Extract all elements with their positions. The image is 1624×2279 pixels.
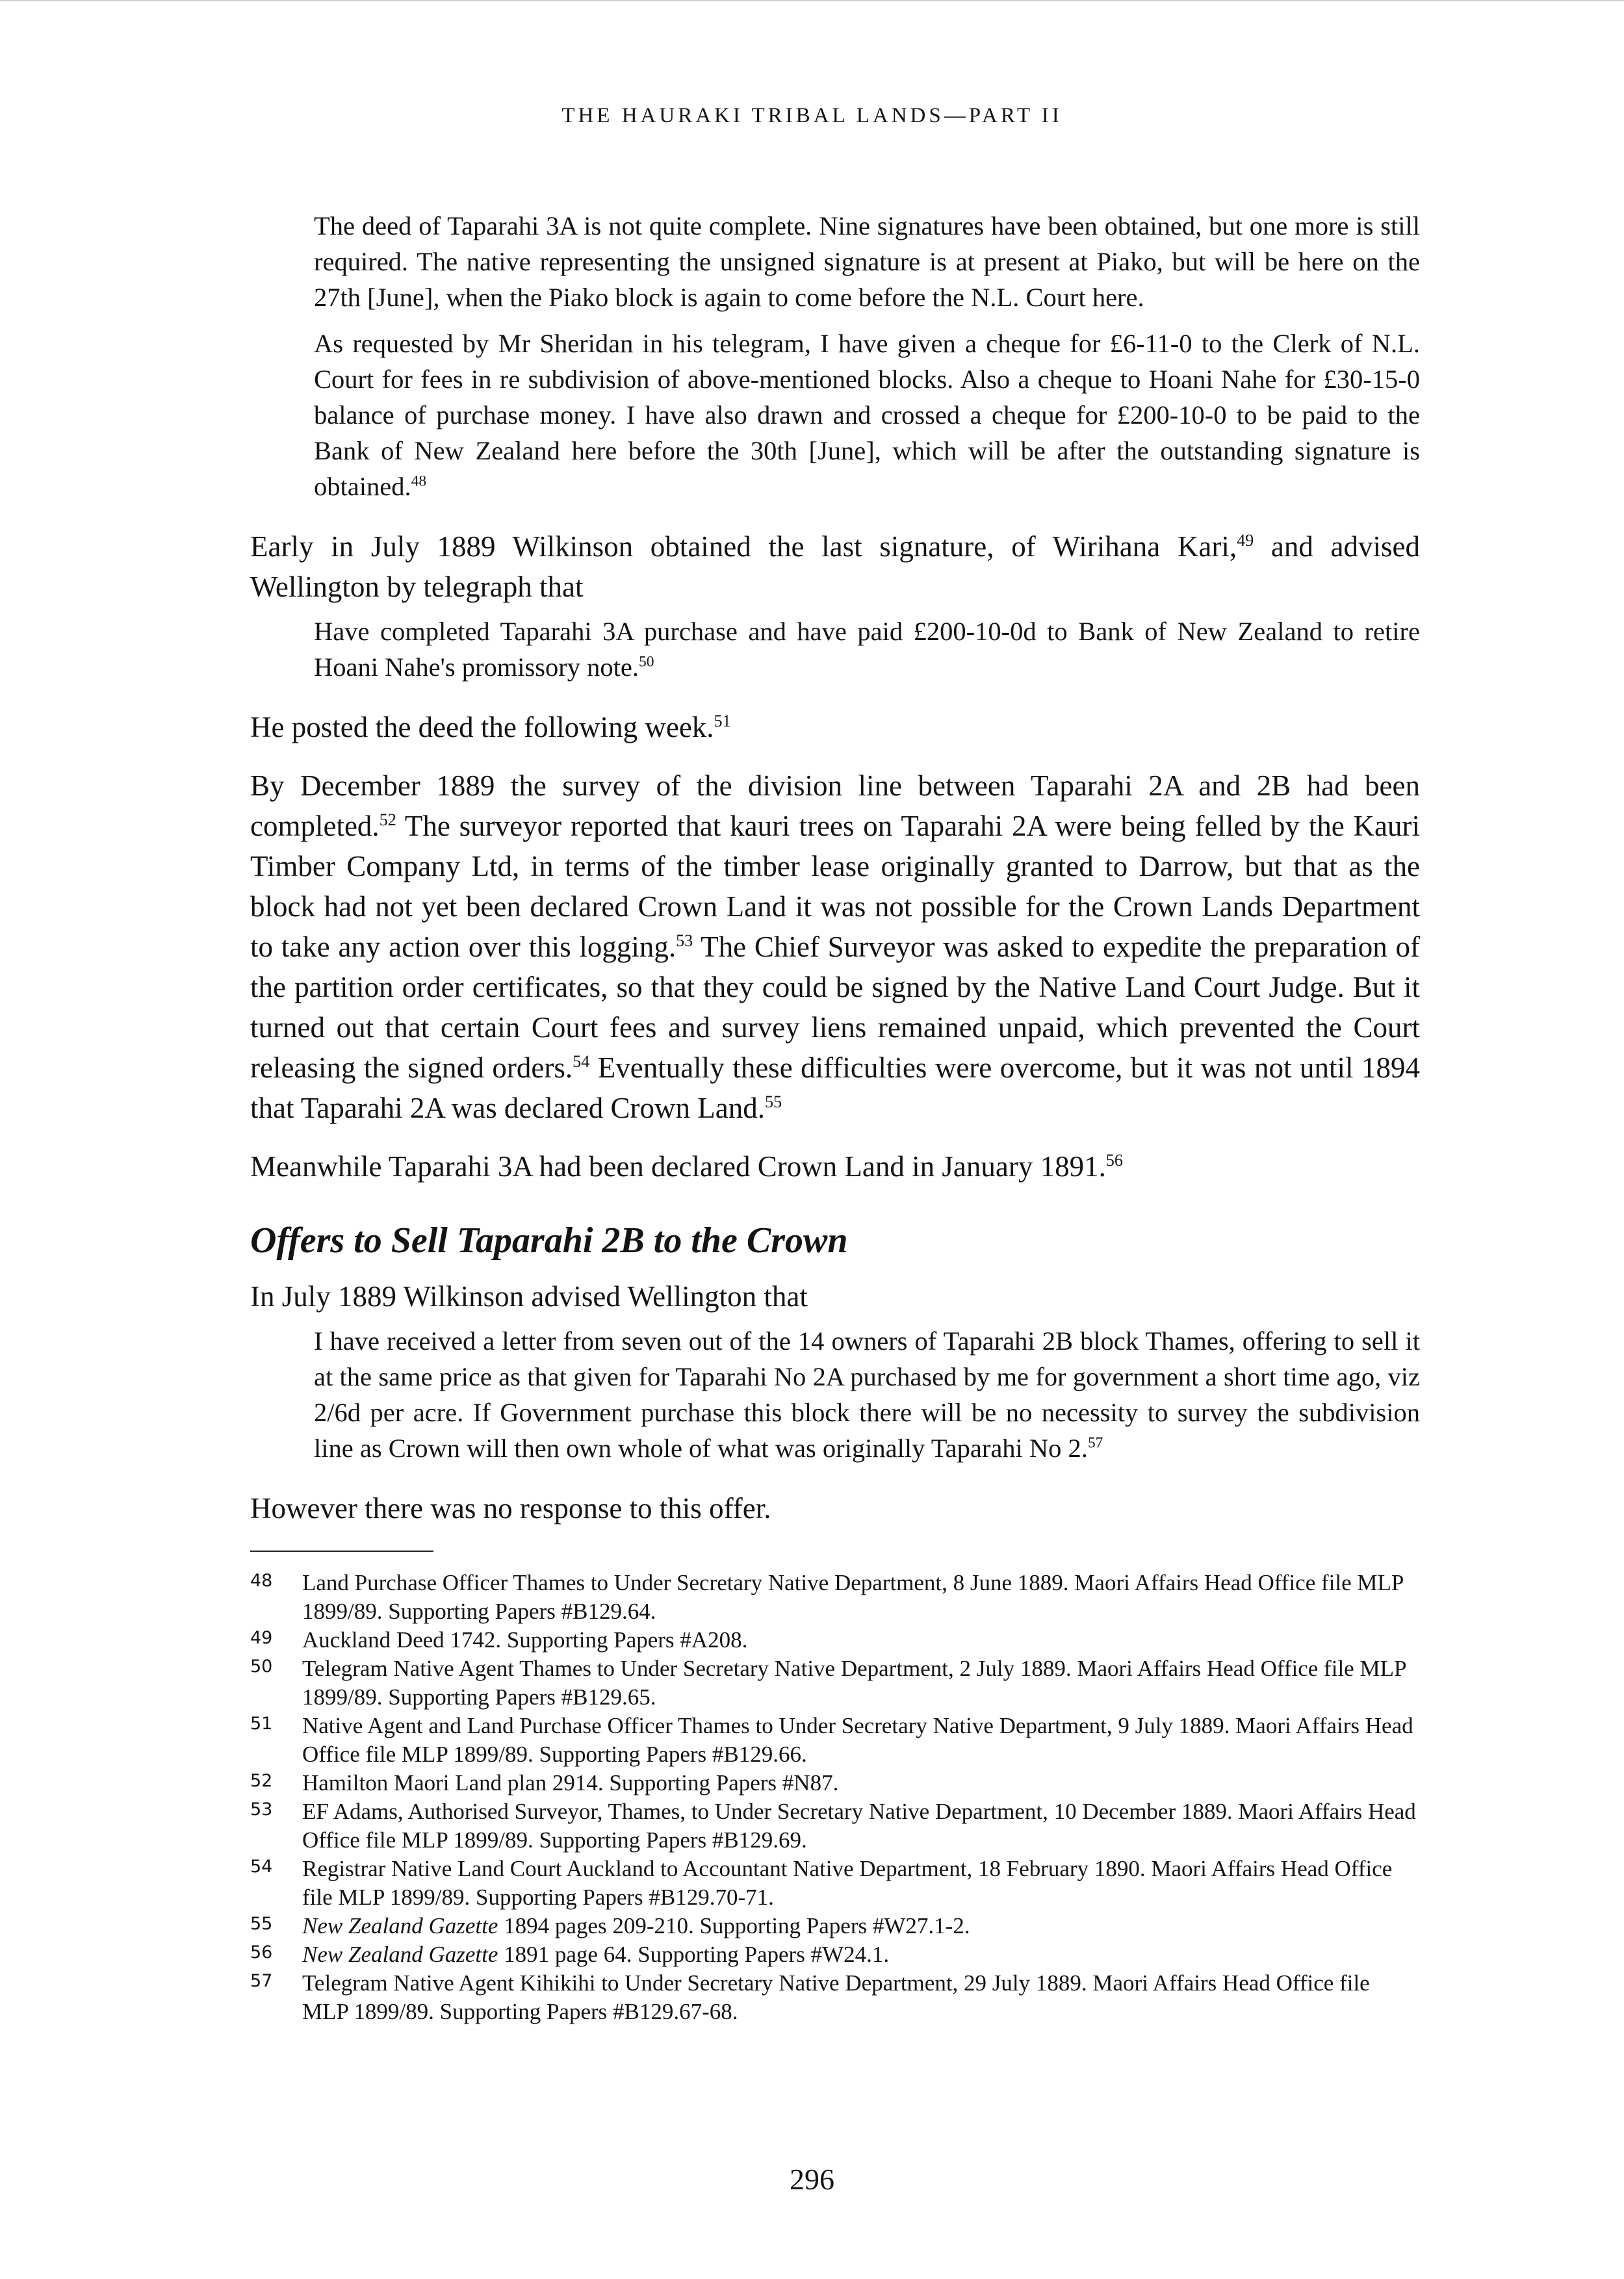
footnote-text: Registrar Native Land Court Auckland to Accountant Native Department, 18 February 1890. Maori Affairs Head Office file MLP 1899/89. Supporting Papers #B129.70-71. xyxy=(302,1856,1393,1910)
footnote xyxy=(250,1969,1420,2026)
footnote-text xyxy=(302,1940,1420,1969)
footnote-ref[interactable]: 49 xyxy=(1237,531,1254,550)
footnote xyxy=(250,1797,1420,1855)
footnote xyxy=(250,1940,1420,1969)
body-paragraph xyxy=(250,766,1420,1128)
quote-text: As requested by Mr Sheridan in his telegram, I have given a cheque for £6-11-0 to the Clerk of N.L. Court for fees in re subdivision of above-mentioned blocks. Also a cheque to Hoani Nahe for £30-15-0 balance of purchase money. I have also drawn and crossed a cheque for £200-10-0 to be paid to the Bank of New Zealand here before the 30th [June], which will be after the outstanding signature is obtained. xyxy=(314,329,1420,501)
quote-paragraph xyxy=(314,613,1420,685)
footnote-text: Telegram Native Agent Thames to Under Secretary Native Department, 2 July 1889. Maori Affairs Head Office file MLP 1899/89. Supporting Papers #B129.65. xyxy=(302,1656,1406,1710)
footnote xyxy=(250,1855,1420,1912)
footnote-ref[interactable]: 51 xyxy=(714,712,731,730)
paragraph-text: Eventually these difficulties were overcome, but it was not until 1894 that Taparahi 2A was declared Crown Land. xyxy=(250,1051,1420,1124)
footnote xyxy=(250,1769,1420,1797)
footnote xyxy=(250,1569,1420,1626)
publication-title: New Zealand Gazette xyxy=(302,1942,498,1967)
footnote-text: Native Agent and Land Purchase Officer Thames to Under Secretary Native Department, 9 July 1889. Maori Affairs Head Office file MLP 1899/89. Supporting Papers #B129.66. xyxy=(302,1713,1413,1767)
footnote xyxy=(250,1712,1420,1769)
paragraph-text: and advised Wellington by telegraph that xyxy=(250,530,1420,603)
paragraph-text: By December 1889 the survey of the division line between Taparahi 2A and 2B had been completed. xyxy=(250,769,1420,842)
footnote-number: 54 xyxy=(250,1857,273,1877)
footnote-ref[interactable]: 52 xyxy=(379,810,396,829)
quote-text: I have received a letter from seven out of the 14 owners of Taparahi 2B block Thames, offering to sell it at the same price as that given for Taparahi No 2A purchased by me for government a short time ago, viz 2/6d per acre. If Government purchase this block there will be no necessity to survey the subdivision line as Crown will then own whole of what was originally Taparahi No 2. xyxy=(314,1326,1420,1463)
page-content xyxy=(250,208,1420,2026)
footnote xyxy=(250,1626,1420,1655)
footnote-ref[interactable]: 48 xyxy=(411,472,427,490)
paragraph-text: The surveyor reported that kauri trees on Taparahi 2A were being felled by the Kauri Timber Company Ltd, in terms of the timber lease originally granted to Darrow, but that as the block had not yet been declared Crown Land it was not possible for the Crown Lands Department to take any action over this logging. xyxy=(250,810,1420,963)
block-quote-1 xyxy=(314,208,1420,504)
footnote-number: 57 xyxy=(250,1971,273,1991)
footnote-number: 56 xyxy=(250,1942,273,1963)
body-paragraph: In July 1889 Wilkinson advised Wellington that xyxy=(250,1280,808,1313)
footnote-detail: 1891 page 64. Supporting Papers #W24.1. xyxy=(498,1942,890,1967)
footnote-number: 48 xyxy=(250,1571,273,1591)
quote-paragraph xyxy=(314,1323,1420,1466)
footnote-divider xyxy=(250,1551,433,1552)
footnote-ref[interactable]: 56 xyxy=(1105,1151,1123,1170)
paragraph-text: The Chief Surveyor was asked to expedite the preparation of the partition order certificates, so that they could be signed by the Native Land Court Judge. But it turned out that certain Court fees and survey liens remained unpaid, which prevented the Court releasing the signed orders. xyxy=(250,931,1421,1084)
block-quote-3 xyxy=(314,1323,1420,1466)
footnote-number: 50 xyxy=(250,1656,273,1677)
footnote-text: Hamilton Maori Land plan 2914. Supporting Papers #N87. xyxy=(302,1770,839,1796)
footnote-number: 51 xyxy=(250,1714,273,1734)
footnote-number: 52 xyxy=(250,1771,273,1791)
footnote-ref[interactable]: 50 xyxy=(638,653,654,671)
footnote-text: Auckland Deed 1742. Supporting Papers #A208. xyxy=(302,1627,748,1653)
footnote-ref[interactable]: 54 xyxy=(573,1052,590,1071)
footnote-detail: 1894 pages 209-210. Supporting Papers #W27.1-2. xyxy=(498,1913,970,1938)
paragraph-text: Meanwhile Taparahi 3A had been declared Crown Land in January 1891. xyxy=(250,1150,1106,1183)
body-paragraph xyxy=(250,707,1420,747)
running-title: THE HAURAKI TRIBAL LANDS—PART II xyxy=(561,104,1063,127)
footnotes xyxy=(250,1569,1420,2026)
paragraph-text: Early in July 1889 Wilkinson obtained the last signature, of Wirihana Kari, xyxy=(250,530,1237,563)
quote-paragraph: The deed of Taparahi 3A is not quite complete. Nine signatures have been obtained, but one more is still required. The native representing the unsigned signature is at present at Piako, but will be here on the 27th [June], when the Piako block is again to come before the N.L. Court here. xyxy=(314,211,1420,312)
footnote-text: Land Purchase Officer Thames to Under Secretary Native Department, 8 June 1889. Maori Affairs Head Office file MLP 1899/89. Supporting Papers #B129.64. xyxy=(302,1570,1404,1624)
footnote-number: 53 xyxy=(250,1799,273,1820)
page-number: 296 xyxy=(790,2163,834,2196)
quote-paragraph xyxy=(314,326,1420,504)
body-paragraph xyxy=(250,1146,1420,1187)
footnote xyxy=(250,1912,1420,1940)
body-paragraph: However there was no response to this offer. xyxy=(250,1492,771,1525)
body-paragraph xyxy=(250,526,1420,607)
section-heading: Offers to Sell Taparahi 2B to the Crown xyxy=(250,1220,848,1261)
footnote-number: 55 xyxy=(250,1914,273,1934)
footnote-number: 49 xyxy=(250,1628,273,1648)
footnote-ref[interactable]: 55 xyxy=(765,1092,782,1111)
footnote-ref[interactable]: 57 xyxy=(1087,1434,1103,1452)
quote-text: Have completed Taparahi 3A purchase and have paid £200-10-0d to Bank of New Zealand to retire Hoani Nahe's promissory note. xyxy=(314,617,1420,682)
block-quote-2 xyxy=(314,613,1420,685)
publication-title: New Zealand Gazette xyxy=(302,1913,498,1938)
footnote xyxy=(250,1655,1420,1712)
footnote-text: Telegram Native Agent Kihikihi to Under Secretary Native Department, 29 July 1889. Maori Affairs Head Office file MLP 1899/89. Supporting Papers #B129.67-68. xyxy=(302,1970,1370,2024)
paragraph-text: He posted the deed the following week. xyxy=(250,711,714,743)
footnote-text xyxy=(302,1912,1420,1940)
footnote-text: EF Adams, Authorised Surveyor, Thames, to Under Secretary Native Department, 10 December 1889. Maori Affairs Head Office file MLP 1899/89. Supporting Papers #B129.69. xyxy=(302,1799,1416,1853)
footnote-ref[interactable]: 53 xyxy=(676,931,693,950)
